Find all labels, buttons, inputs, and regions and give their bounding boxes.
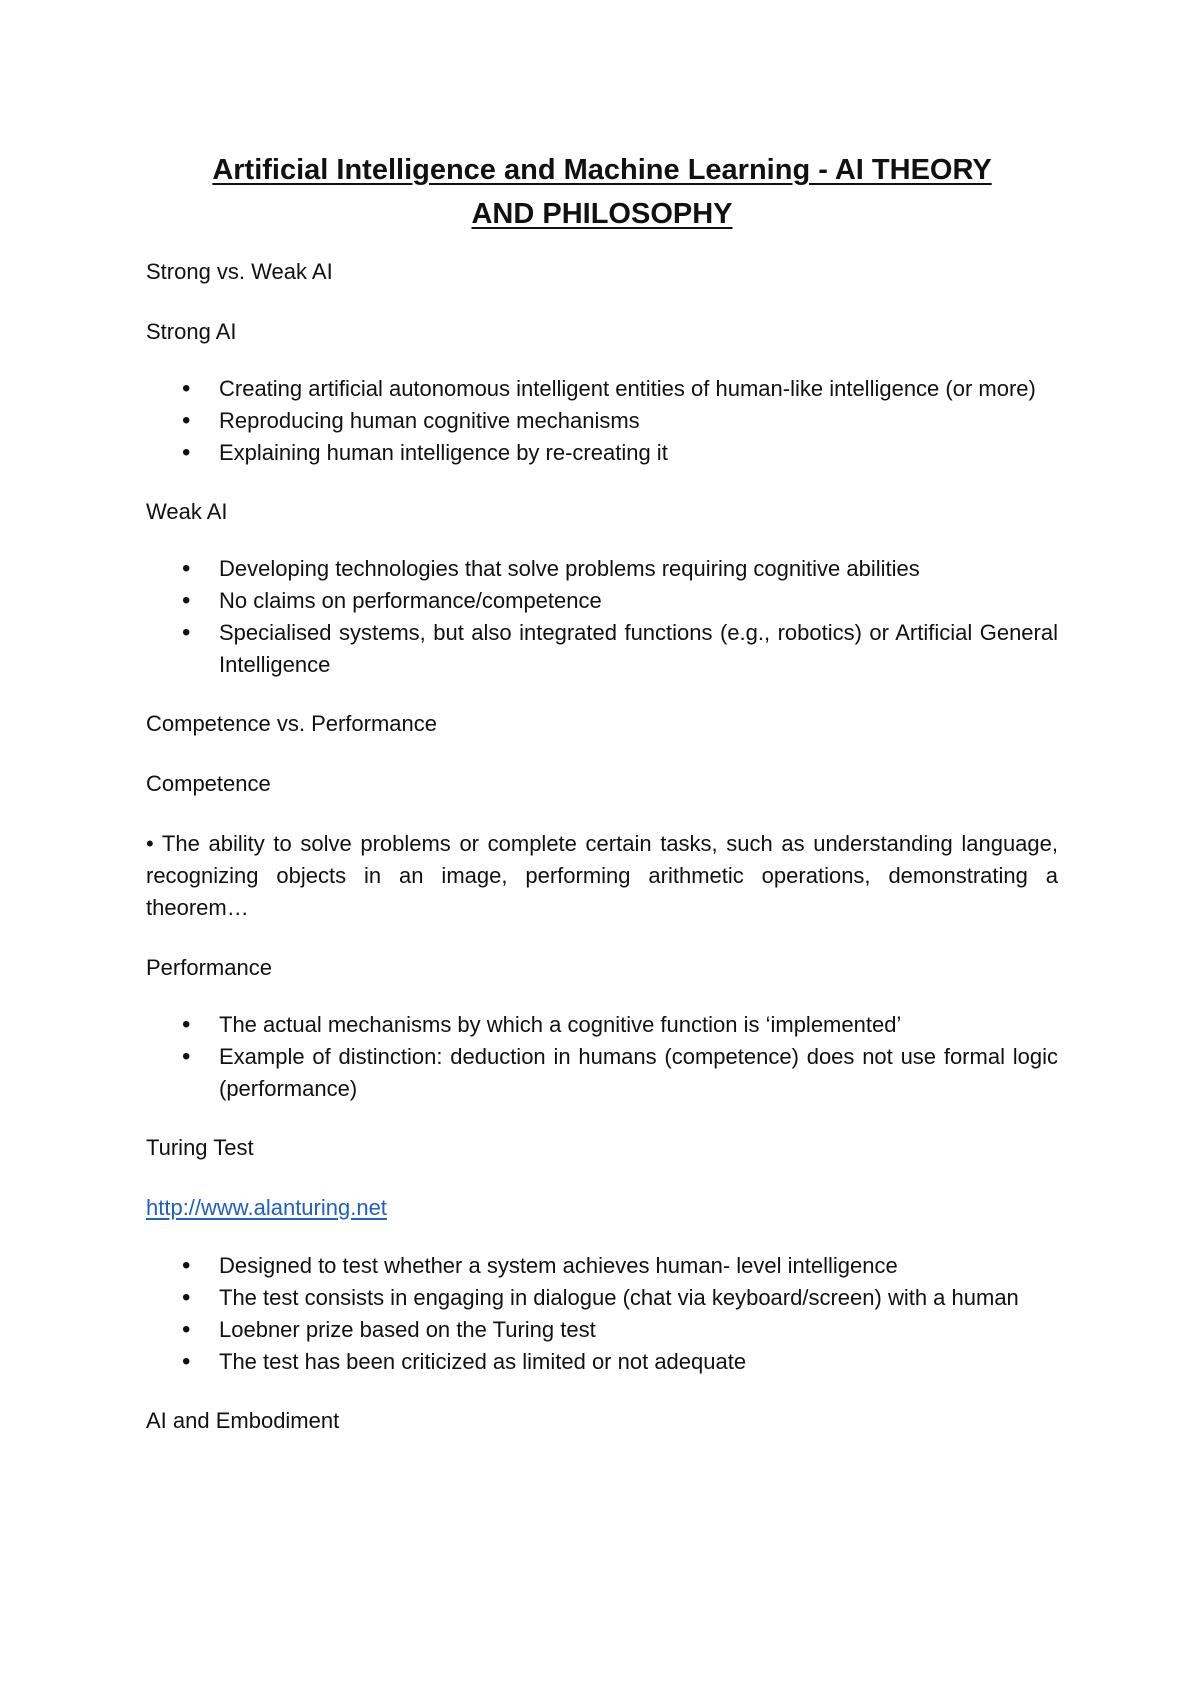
turing-test-heading: Turing Test bbox=[146, 1135, 254, 1160]
title-line-2: AND PHILOSOPHY bbox=[471, 198, 733, 230]
turing-test-list bbox=[146, 1250, 1058, 1378]
list-item: • Loebner prize based on the Turing test bbox=[146, 1314, 1058, 1346]
list-item: • Specialised systems, but also integrated functions (e.g., robotics) or Artificial General Intelligence bbox=[146, 617, 1058, 681]
section-heading-ai-embodiment: AI and Embodiment bbox=[146, 1408, 340, 1433]
turing-link-paragraph bbox=[146, 1192, 1058, 1224]
list-item: • Reproducing human cognitive mechanisms bbox=[146, 405, 1058, 437]
strong-ai-heading: Strong AI bbox=[146, 319, 237, 344]
competence-heading: Competence bbox=[146, 771, 271, 796]
list-item: • The test consists in engaging in dialogue (chat via keyboard/screen) with a human bbox=[146, 1282, 1058, 1314]
list-item: • Example of distinction: deduction in humans (competence) does not use formal logic (performance) bbox=[146, 1041, 1058, 1105]
section-heading-strong-vs-weak: Strong vs. Weak AI bbox=[146, 259, 333, 284]
competence-paragraph: • The ability to solve problems or complete certain tasks, such as understanding language, recognizing objects in an image, performing arithmetic operations, demonstrating a theorem… bbox=[146, 831, 1058, 920]
performance-heading: Performance bbox=[146, 955, 272, 980]
list-item: • The test has been criticized as limited or not adequate bbox=[146, 1346, 1058, 1378]
alanturing-link[interactable]: http://www.alanturing.net bbox=[146, 1195, 387, 1220]
weak-ai-list bbox=[146, 553, 1058, 681]
performance-list bbox=[146, 1009, 1058, 1105]
list-item: • No claims on performance/competence bbox=[146, 585, 1058, 617]
weak-ai-heading: Weak AI bbox=[146, 499, 228, 524]
list-item: • Explaining human intelligence by re-creating it bbox=[146, 437, 1058, 469]
list-item: • The actual mechanisms by which a cognitive function is ‘implemented’ bbox=[146, 1009, 1058, 1041]
section-heading-competence-vs-performance: Competence vs. Performance bbox=[146, 711, 438, 736]
strong-ai-list bbox=[146, 373, 1058, 469]
list-item: • Developing technologies that solve problems requiring cognitive abilities bbox=[146, 553, 1058, 585]
document-title bbox=[146, 148, 1058, 236]
list-item: • Creating artificial autonomous intelligent entities of human-like intelligence (or more) bbox=[146, 373, 1058, 405]
document-content bbox=[146, 148, 1058, 1465]
title-line-1: Artificial Intelligence and Machine Learning - AI THEORY bbox=[212, 154, 992, 186]
list-item: • Designed to test whether a system achieves human- level intelligence bbox=[146, 1250, 1058, 1282]
